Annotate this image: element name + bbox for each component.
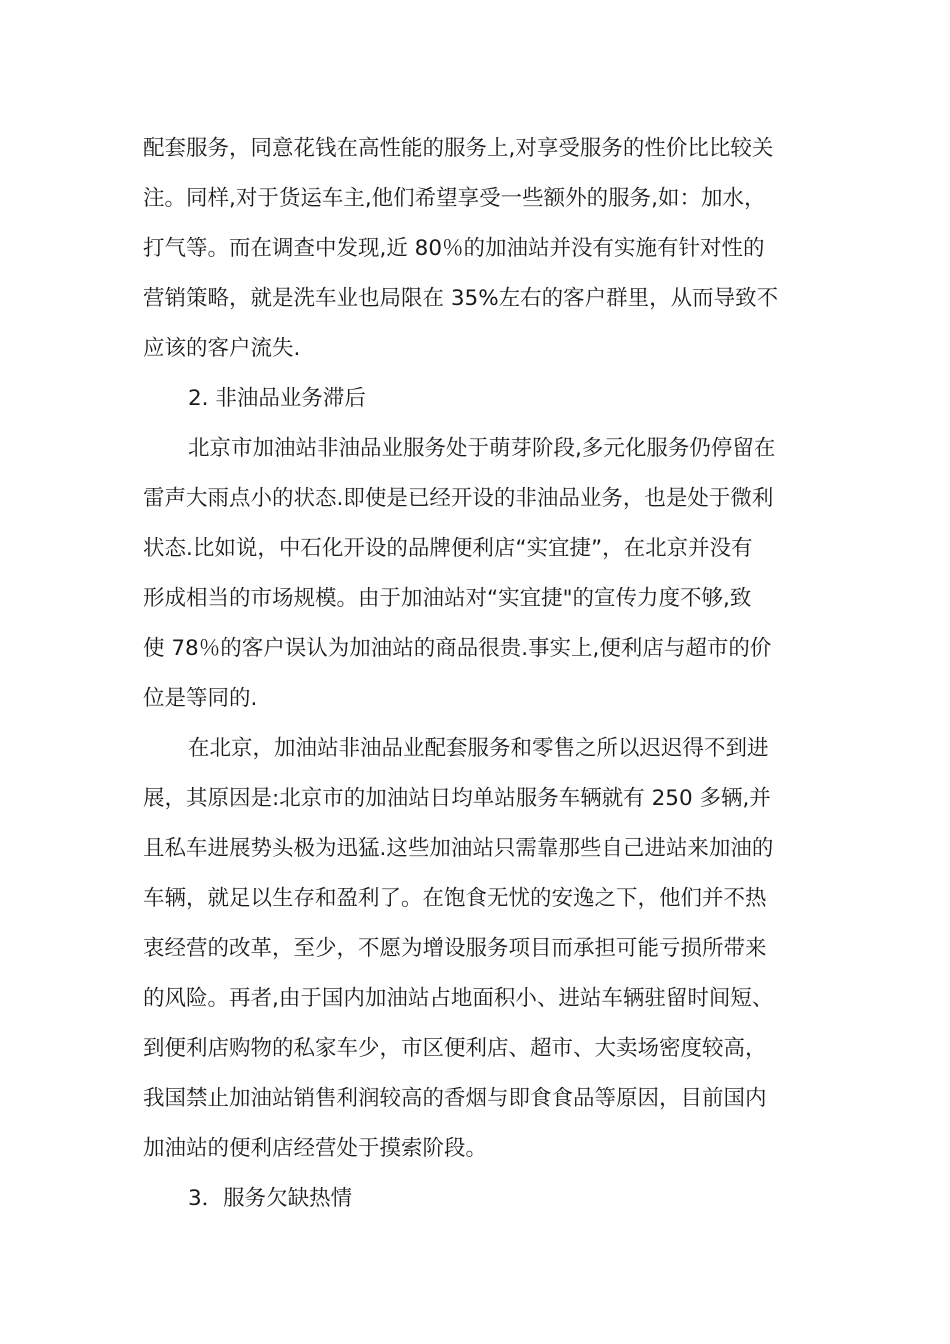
text-line: 到便利店购物的私家车少，市区便利店、超市、大卖场密度较高， [143, 1036, 767, 1061]
text-line: 打气等。而在调查中发现,近 80％的加油站并没有实施有针对性的 [143, 236, 765, 261]
section-heading: 2. 非油品业务滞后 [188, 386, 366, 411]
text-line: 注。同样,对于货运车主,他们希望享受一些额外的服务,如：加水， [143, 186, 766, 211]
text-line: 状态.比如说，中石化开设的品牌便利店“实宜捷”，在北京并没有 [143, 536, 753, 561]
text-line: 雷声大雨点小的状态.即使是已经开设的非油品业务，也是处于微利 [143, 486, 774, 511]
text-line: 使 78％的客户误认为加油站的商品很贵.事实上,便利店与超市的价 [143, 636, 772, 661]
text-line: 配套服务，同意花钱在高性能的服务上,对享受服务的性价比比较关 [143, 136, 774, 161]
text-line: 车辆，就足以生存和盈利了。在饱食无忧的安逸之下，他们并不热 [143, 886, 767, 911]
document-body [143, 124, 808, 1224]
text-line: 位是等同的. [143, 686, 258, 711]
text-line: 北京市加油站非油品业服务处于萌芽阶段,多元化服务仍停留在 [188, 436, 776, 461]
text-line: 衷经营的改革，至少，不愿为增设服务项目而承担可能亏损所带来 [143, 936, 767, 961]
text-line: 形成相当的市场规模。由于加油站对“实宜捷"的宣传力度不够,致 [143, 586, 752, 611]
text-line: 营销策略，就是洗车业也局限在 35%左右的客户群里，从而导致不 [143, 286, 779, 311]
text-line: 在北京，加油站非油品业配套服务和零售之所以迟迟得不到进 [188, 736, 769, 761]
section-heading: 3．服务欠缺热情 [188, 1186, 353, 1211]
text-line: 且私车进展势头极为迅猛.这些加油站只需靠那些自己进站来加油的 [143, 836, 774, 861]
text-line: 的风险。再者,由于国内加油站占地面积小、进站车辆驻留时间短、 [143, 986, 774, 1011]
text-line: 应该的客户流失. [143, 336, 301, 361]
text-line: 展，其原因是:北京市的加油站日均单站服务车辆就有 250 多辆,并 [143, 786, 771, 811]
text-line: 我国禁止加油站销售利润较高的香烟与即食食品等原因，目前国内 [143, 1086, 767, 1111]
text-line: 加油站的便利店经营处于摸索阶段。 [143, 1136, 488, 1161]
